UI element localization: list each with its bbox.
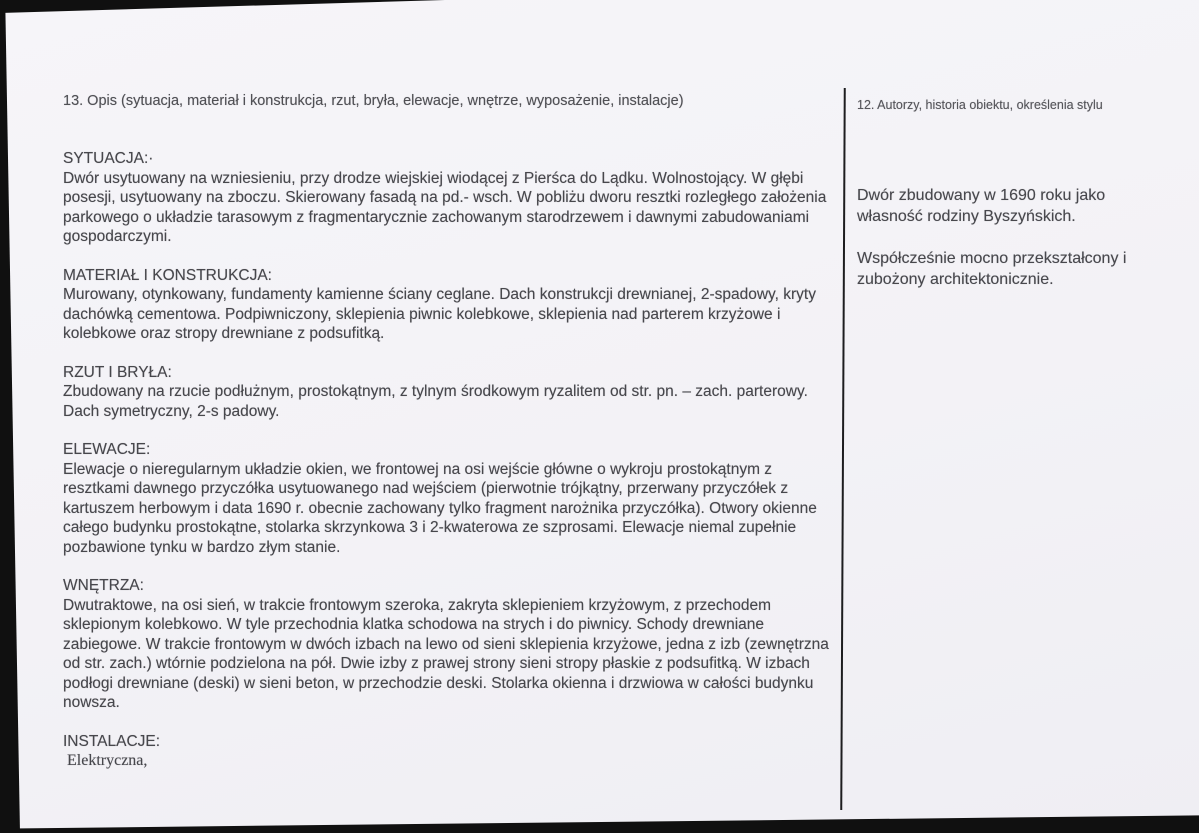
section-rzut-i-bryla [63, 363, 835, 422]
field-12-header: 12. Autorzy, historia obiektu, określenia stylu [857, 98, 1103, 112]
section-heading-material-i-konstrukcja: MATERIAŁ I KONSTRUKCJA: [63, 266, 272, 284]
history-paragraph-built: Dwór zbudowany w 1690 roku jako własność rodziny Byszyńskich. [857, 187, 1106, 225]
section-wnetrza [63, 576, 835, 713]
section-body-rzut-i-bryla: Zbudowany na rzucie podłużnym, prostokątnym, z tylnym środkowym ryzalitem od str. pn. – zach. parterowy. Dach symetryczny, 2-s padowy. [63, 383, 808, 420]
history-paragraph-altered: Współcześnie mocno przekształcony i zubożony architektonicznie. [857, 250, 1127, 288]
section-heading-wnetrza: WNĘTRZA: [63, 577, 144, 594]
field-13-header: 13. Opis (sytuacja, materiał i konstrukcja, rzut, bryła, elewacje, wnętrze, wyposażenie, instalacje) [63, 93, 684, 109]
section-elewacje [63, 440, 835, 557]
section-body-material-i-konstrukcja: Murowany, otynkowany, fundamenty kamienne ściany ceglane. Dach konstrukcji drewnianej, 2-spadowy, kryty dachówką cementowa. Podpiwniczony, sklepienia piwnic kolebkowe, sklepienia nad parterem krzyżowe i kolebkowe oraz stropy drewniane z podsufitką. [63, 286, 816, 342]
section-material-i-konstrukcja [63, 266, 835, 344]
scan-edge-bottom [0, 813, 1199, 833]
section-instalacje [63, 732, 835, 771]
description-column [63, 92, 835, 771]
section-body-sytuacja: Dwór usytuowany na wzniesieniu, przy drodze wiejskiej wiodącej z Pierśca do Lądku. Wolnostojący. W głębi posesji, usytuowany na zboczu. Skierowany fasadą na pd.- wsch. W pobliżu dworu resztki rozległego założenia parkowego o układzie tarasowym z fragmentarycznie zachowanym starodrzewem i dawnymi zabudowaniami gospodarczymi. [63, 169, 827, 245]
scan-edge-left [0, 0, 20, 833]
section-heading-elewacje: ELEWACJE: [63, 441, 151, 458]
section-body-instalacje: Elektryczna, [67, 752, 148, 769]
section-heading-sytuacja: SYTUACJA:· [63, 150, 154, 167]
section-body-wnetrza: Dwutraktowe, na osi sień, w trakcie frontowym szeroka, zakryta sklepieniem krzyżowym, z przechodem sklepionym kolebkowo. W tyle przechodnia klatka schodowa na strych i do piwnicy. Schody drewniane zabiegowe. W trakcie frontowym w dwóch izbach na lewo od sieni sklepienia krzyżowe, jedna z izb (zewnętrzna od str. zach.) wtórnie podzielona na pół. Dwie izby z prawej strony sieni stropy płaskie z podsufitką. W izbach podłogi drewniane (deski) w sieni beton, w przechodzie deski. Stolarka okienna i drzwiowa w całości budynku nowsza. [63, 596, 829, 711]
scan-edge-top [0, 0, 445, 13]
section-heading-rzut-i-bryla: RZUT I BRYŁA: [63, 363, 172, 381]
section-sytuacja [63, 149, 835, 247]
section-heading-instalacje: INSTALACJE: [63, 732, 161, 750]
column-divider-line [840, 88, 846, 810]
history-column [857, 97, 1157, 290]
section-body-elewacje: Elewacje o nieregularnym układzie okien, we frontowej na osi wejście główne o wykroju prostokątnym z resztkami dawnego przyczółka usytuowanego nad wejściem (pierwotnie trójkątny, przerwany przyczółek z kartuszem herbowym i data 1690 r. obecnie zachowany tylko fragment narożnika przyczółka). Otwory okienne całego budynku prostokątne, stolarka skrzynkowa 3 i 2-kwaterowa ze szprosami. Elewacje niemal zupełnie pozbawione tynku w bardzo złym stanie. [63, 460, 817, 556]
